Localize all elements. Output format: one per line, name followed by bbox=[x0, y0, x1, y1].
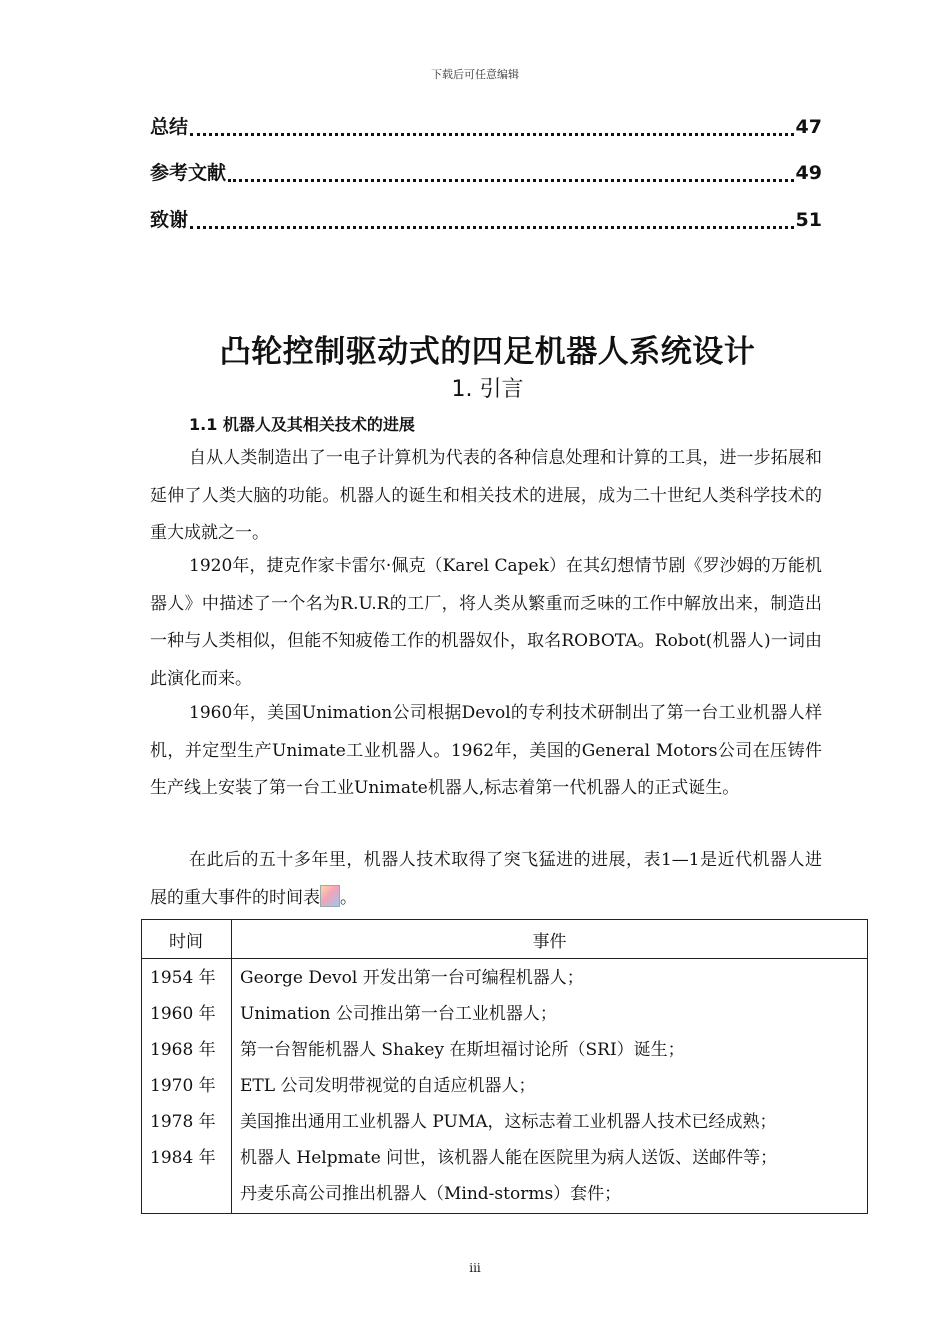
event-cell: Unimation 公司推出第一台工业机器人； bbox=[240, 1004, 557, 1024]
broken-image-icon[interactable] bbox=[320, 885, 340, 907]
event-cell: George Devol 开发出第一台可编程机器人； bbox=[240, 968, 584, 988]
time-cell-empty bbox=[150, 1176, 230, 1212]
toc-entry-page: 47 bbox=[795, 116, 822, 138]
header-note: 下载后可任意编辑 bbox=[431, 68, 519, 81]
paragraph-end-punctuation: 。 bbox=[340, 887, 357, 908]
body-paragraph bbox=[150, 842, 822, 917]
body-paragraph: 自从人类制造出了一电子计算机为代表的各种信息处理和计算的工具，进一步拓展和延伸了人类大脑的功能。机器人的诞生和相关技术的进展，成为二十世纪人类科学技术的重大成就之一。 bbox=[150, 448, 822, 543]
event-cell: 第一台智能机器人 Shakey 在斯坦福讨论所（SRI）诞生； bbox=[240, 1040, 685, 1060]
table-header-event: 事件 bbox=[232, 920, 868, 959]
section-heading: 1. 引言 bbox=[451, 377, 524, 402]
time-cell: 1968 年 bbox=[150, 1040, 216, 1060]
event-cell: 美国推出通用工业机器人 PUMA，这标志着工业机器人技术已经成熟； bbox=[240, 1112, 777, 1132]
body-paragraph: 1920年，捷克作家卡雷尔·佩克（Karel Capek）在其幻想情节剧《罗沙姆的万能机器人》中描述了一个名为R.U.R的工厂，将人类从繁重而乏味的工作中解放出来，制造出一种与人类相似，但能不知疲倦工作的机器奴仆，取名ROBOTA。Robot(机器人)一词由此演化而来。 bbox=[150, 556, 822, 689]
time-cell: 1978 年 bbox=[150, 1112, 216, 1132]
document-title: 凸轮控制驱动式的四足机器人系统设计 bbox=[219, 334, 756, 370]
time-cell: 1954 年 bbox=[150, 968, 216, 988]
toc-leader-dots bbox=[190, 132, 794, 136]
toc-entry[interactable] bbox=[150, 112, 822, 142]
toc-entry-page: 51 bbox=[795, 209, 822, 231]
table-header-time: 时间 bbox=[142, 920, 232, 959]
toc-entry-page: 49 bbox=[795, 162, 822, 184]
event-cell: 机器人 Helpmate 问世，该机器人能在医院里为病人送饭、送邮件等； bbox=[240, 1148, 778, 1168]
toc-entry[interactable] bbox=[150, 205, 822, 235]
event-cell: ETL 公司发明带视觉的自适应机器人； bbox=[240, 1076, 536, 1096]
toc-entry-label: 总结 bbox=[150, 116, 189, 138]
time-column bbox=[142, 959, 232, 1214]
page-number: iii bbox=[469, 1261, 481, 1275]
time-cell: 1984 年 bbox=[150, 1148, 216, 1168]
subsection-heading: 1.1 机器人及其相关技术的进展 bbox=[189, 415, 415, 434]
toc-entry-label: 参考文献 bbox=[150, 162, 227, 184]
events-table bbox=[141, 919, 868, 1214]
toc-entry[interactable] bbox=[150, 158, 822, 188]
toc-leader-dots bbox=[228, 178, 794, 182]
body-paragraph: 1960年，美国Unimation公司根据Devol的专利技术研制出了第一台工业机器人样机，并定型生产Unimate工业机器人。1962年，美国的General Motors公司在压铸件生产线上安装了第一台工业Unimate机器人,标志着第一代机器人的正式诞生。 bbox=[150, 703, 822, 798]
event-cell: 丹麦乐高公司推出机器人（Mind-storms）套件； bbox=[240, 1184, 622, 1204]
toc-entry-label: 致谢 bbox=[150, 209, 189, 231]
paragraph-text: 在此后的五十多年里，机器人技术取得了突飞猛进的进展，表1—1是近代机器人进展的重大事件的时间表 bbox=[150, 850, 822, 908]
event-column bbox=[232, 959, 868, 1214]
table-header-row bbox=[142, 920, 868, 959]
table-row bbox=[142, 959, 868, 1214]
time-cell: 1970 年 bbox=[150, 1076, 216, 1096]
toc-leader-dots bbox=[190, 225, 794, 229]
time-cell: 1960 年 bbox=[150, 1004, 216, 1024]
